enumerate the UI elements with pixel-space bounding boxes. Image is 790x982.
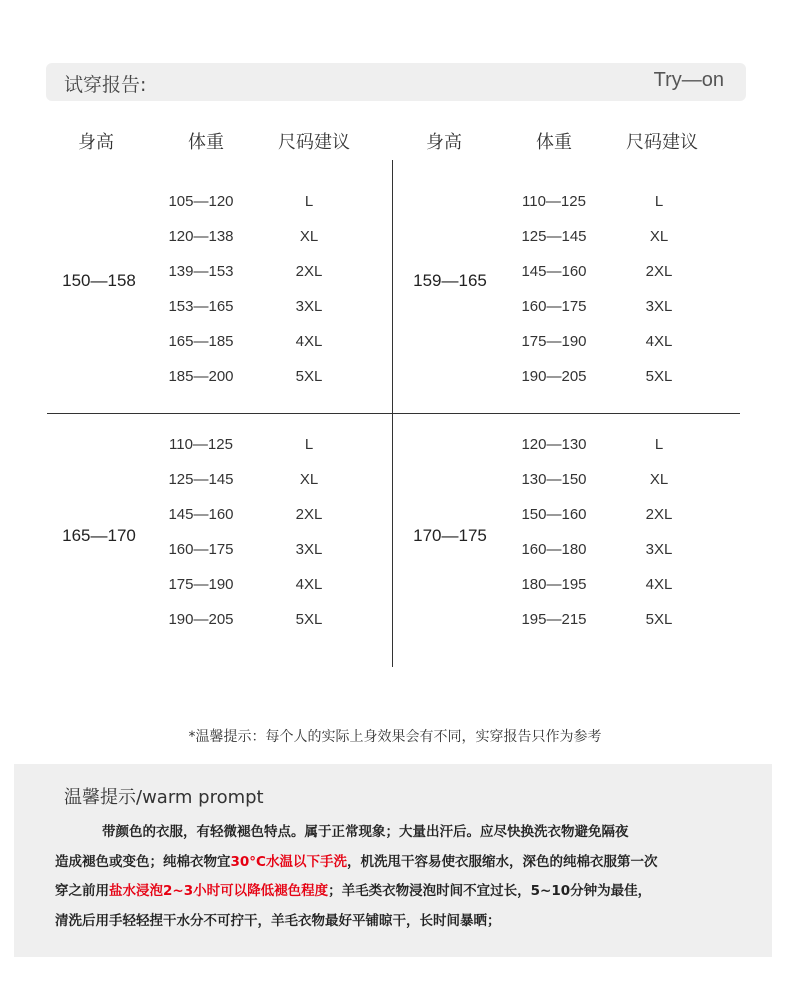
care-tips-text: ；羊毛类衣物浸泡时间不宜过长，5~10分钟为最佳， xyxy=(328,883,652,899)
weight-cell: 130—150 xyxy=(521,471,587,488)
table-horizontal-divider xyxy=(47,413,740,414)
size-cell: 5XL xyxy=(295,368,323,385)
size-cell: L xyxy=(304,436,314,453)
weight-cell: 120—130 xyxy=(521,436,587,453)
height-range-label: 159—165 xyxy=(413,271,487,290)
care-tips-line xyxy=(55,850,657,870)
height-range-label: 170—175 xyxy=(413,526,487,545)
height-range-label: 165—170 xyxy=(62,526,136,545)
col-header-height-left: 身高 xyxy=(78,132,114,153)
weight-cell: 105—120 xyxy=(168,193,234,210)
weight-cell: 150—160 xyxy=(521,506,587,523)
weight-cell: 195—215 xyxy=(521,611,587,628)
col-header-weight-right: 体重 xyxy=(536,132,572,153)
size-cell: 2XL xyxy=(645,263,673,280)
size-cell: XL xyxy=(299,228,319,245)
weight-cell: 185—200 xyxy=(168,368,234,385)
care-tips-text: 造成褪色或变色；纯棉衣物宜 xyxy=(55,854,231,870)
col-header-size-right: 尺码建议 xyxy=(626,132,698,153)
care-tips-highlight: 30°C水温以下手洗 xyxy=(230,854,347,870)
fit-disclaimer: *温馨提示：每个人的实际上身效果会有不同，实穿报告只作为参考 xyxy=(188,729,602,745)
size-cell: 2XL xyxy=(645,506,673,523)
size-cell: 3XL xyxy=(295,298,323,315)
weight-cell: 165—185 xyxy=(168,333,234,350)
report-subtitle: Try—on xyxy=(653,69,724,91)
size-cell: 3XL xyxy=(645,298,673,315)
care-tips-title: 温馨提示/warm prompt xyxy=(64,787,264,808)
size-cell: 5XL xyxy=(645,611,673,628)
care-tips-line xyxy=(55,879,651,899)
col-header-weight-left: 体重 xyxy=(188,132,224,153)
size-cell: L xyxy=(654,193,664,210)
size-cell: 4XL xyxy=(295,333,323,350)
weight-cell: 190—205 xyxy=(168,611,234,628)
weight-cell: 125—145 xyxy=(168,471,234,488)
size-cell: XL xyxy=(299,471,319,488)
care-tips-text: 穿之前用 xyxy=(55,883,109,899)
size-cell: L xyxy=(304,193,314,210)
care-tips-highlight: 盐水浸泡2~3小时可以降低褪色程度 xyxy=(109,883,329,899)
size-cell: L xyxy=(654,436,664,453)
size-cell: 3XL xyxy=(645,541,673,558)
weight-cell: 175—190 xyxy=(168,576,234,593)
size-cell: 2XL xyxy=(295,263,323,280)
care-tips-line: 带颜色的衣服，有轻微褪色特点。属于正常现象；大量出汗后。应尽快换洗衣物避免隔夜 xyxy=(102,824,629,840)
weight-cell: 190—205 xyxy=(521,368,587,385)
col-header-size-left: 尺码建议 xyxy=(278,132,350,153)
weight-cell: 145—160 xyxy=(168,506,234,523)
col-header-height-right: 身高 xyxy=(426,132,462,153)
weight-cell: 160—175 xyxy=(521,298,587,315)
report-title-bar xyxy=(46,63,746,101)
weight-cell: 139—153 xyxy=(168,263,234,280)
weight-cell: 153—165 xyxy=(168,298,234,315)
weight-cell: 110—125 xyxy=(522,193,586,210)
care-tips-panel xyxy=(14,764,772,957)
weight-cell: 160—180 xyxy=(521,541,587,558)
size-cell: 3XL xyxy=(295,541,323,558)
size-cell: 5XL xyxy=(295,611,323,628)
size-cell: XL xyxy=(649,228,669,245)
size-cell: XL xyxy=(649,471,669,488)
weight-cell: 160—175 xyxy=(168,541,234,558)
height-range-label: 150—158 xyxy=(62,271,136,290)
weight-cell: 145—160 xyxy=(521,263,587,280)
report-title: 试穿报告: xyxy=(64,74,147,96)
size-cell: 5XL xyxy=(645,368,673,385)
size-cell: 4XL xyxy=(645,576,673,593)
size-cell: 4XL xyxy=(645,333,673,350)
weight-cell: 125—145 xyxy=(521,228,587,245)
weight-cell: 120—138 xyxy=(168,228,234,245)
care-tips-line: 清洗后用手轻轻捏干水分不可拧干，羊毛衣物最好平铺晾干，长时间暴晒； xyxy=(55,913,501,929)
weight-cell: 180—195 xyxy=(521,576,587,593)
size-cell: 4XL xyxy=(295,576,323,593)
size-cell: 2XL xyxy=(295,506,323,523)
care-tips-text: ，机洗甩干容易使衣服缩水，深色的纯棉衣服第一次 xyxy=(346,854,658,870)
weight-cell: 110—125 xyxy=(169,436,233,453)
weight-cell: 175—190 xyxy=(521,333,587,350)
